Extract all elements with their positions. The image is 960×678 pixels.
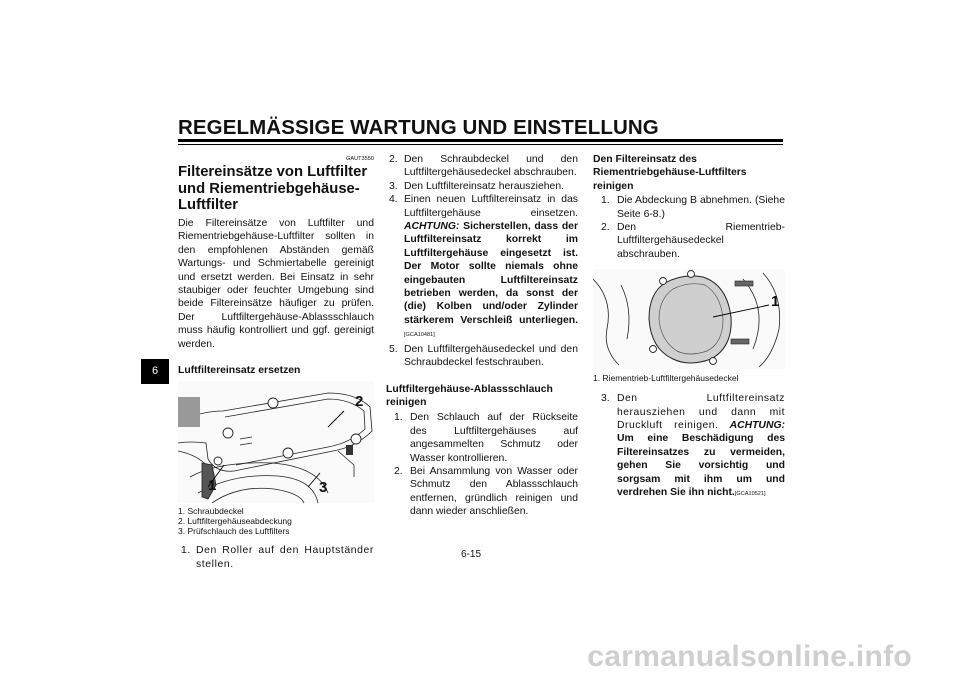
column-3 — [593, 153, 785, 502]
header-rule-thin — [178, 144, 783, 145]
list-item: 1. Die Abdeckung B abnehmen. (Siehe Seite 6-8.) — [601, 195, 785, 220]
figure-caption-belt: 1. Riementrieb-Luftfiltergehäusedeckel — [593, 373, 739, 384]
drain-steps — [386, 411, 578, 518]
figure-label-3: 3 — [319, 479, 328, 497]
caution-code: [GCA10521] — [734, 491, 766, 498]
figure-label-2: 2 — [355, 393, 364, 411]
steps-col3 — [593, 194, 785, 261]
intro-paragraph: Die Filtereinsätze von Luftfilter und Riementriebgehäuse-Luftfilter sollten in den empfohlenen Abständen gemäß Wartungs- und Schmiertabelle gereinigt und ersetzt werden. Bei Einsatz in sehr staubiger oder feuchter Umgebung sind beide Filtereinsätze häufiger zu prüfen. Der Luftfiltergehäuse-Ablassschlauch muss häufig kontrolliert und ggf. gereinigt werden. — [178, 217, 374, 350]
list-item: 5. Den Luftfiltergehäusedeckel und den Schraubdeckel festschrauben. — [389, 343, 578, 369]
subheading-drain-hose: Luftfiltergehäuse-Ablassschlauch reinigen — [386, 383, 553, 408]
caption-1: 1. Schraubdeckel — [178, 506, 244, 517]
watermark: carmanualsonline.info — [587, 640, 912, 673]
list-item: 2. Bei Ansammlung von Wasser oder Schmutz den Ablassschlauch entfernen, gründlich reinigen und dann wieder anschließen. — [394, 465, 578, 518]
column-2 — [386, 153, 578, 519]
steps-col2 — [386, 153, 578, 370]
caption-3: 3. Prüfschlauch des Luftfilters — [178, 526, 290, 537]
column-1 — [178, 153, 374, 571]
section-title: Filtereinsätze von Luftfilter und Riementriebgehäuse-Luftfilter — [178, 164, 368, 214]
caution-label: ACHTUNG: — [729, 420, 785, 432]
belt-filter-illustration — [593, 269, 785, 369]
caution-text: Um eine Beschädigung des Filtereinsatzes zu vermeiden, gehen Sie vorsichtig und sorgsam mit ihm um und verdrehen Sie ihn nicht. — [617, 433, 785, 499]
figure-air-filter — [178, 381, 374, 503]
figure-label-belt: 1 — [771, 293, 780, 311]
list-item: 2. Den Schraubdeckel und den Luftfiltergehäusedeckel abschrauben. — [389, 154, 578, 179]
list-item: 4. Einen neuen Luftfiltereinsatz in das Luftfiltergehäuse einsetzen. ACHTUNG: Sicherstellen, dass der Luftfiltereinsatz korrekt im Luftfiltergehäuse eingesetzt ist. Der Motor sollte niemals ohne eingebauten Luftfiltereinsatz betrieben werden, da sonst der (die) Kolben und/oder Zylinder stärkerem Verschleiß unterliegen.[GCA10481] — [389, 194, 578, 339]
chapter-tab: 6 — [141, 359, 169, 384]
header-rule-thick — [178, 139, 783, 142]
list-item: 1. Den Roller auf den Hauptständer stellen. — [181, 545, 374, 570]
figure-captions — [178, 506, 374, 536]
page-header: REGELMÄSSIGE WARTUNG UND EINSTELLUNG — [178, 116, 659, 139]
list-item: 1. Den Schlauch auf der Rückseite des Luftfiltergehäuses auf angesammelten Schmutz oder Wasser kontrollieren. — [394, 412, 578, 464]
caution-text: Sicherstellen, dass der Luftfiltereinsatz korrekt im Luftfiltergehäuse eingesetzt ist. Der Motor sollte niemals ohne eingebauten Luftfiltereinsatz betrieben werden, da sonst der (die) Kolben und/oder Zylinder stärkerem Verschleiß unterliegen. — [404, 221, 578, 326]
page-number: 6-15 — [461, 549, 482, 560]
list-item: 3. Den Luftfiltereinsatz herausziehen. — [389, 180, 564, 192]
caption-2: 2. Luftfiltergehäuseabdeckung — [178, 516, 292, 527]
figure-belt-filter — [593, 269, 785, 369]
steps-col1 — [178, 544, 374, 571]
figure-label-1: 1 — [208, 477, 217, 495]
list-item: 2. Den Riementrieb-Luftfiltergehäusedeckel abschrauben. — [601, 222, 785, 260]
section-code: GAUT3550 — [346, 156, 374, 162]
caution-label: ACHTUNG: — [404, 221, 460, 233]
subheading-belt-filter: Den Filtereinsatz des Riementriebgehäuse-Luftfilters reinigen — [593, 154, 747, 192]
steps-col3-b — [593, 392, 785, 501]
list-item: 3. Den Luftfiltereinsatz herausziehen und dann mit Druckluft reinigen. ACHTUNG: Um eine Beschädigung des Filtereinsatzes zu vermeiden, gehen Sie vorsichtig und sorgsam mit ihm um und verdrehen Sie ihn nicht.[GCA10521] — [601, 393, 785, 499]
subheading-replace-filter: Luftfiltereinsatz ersetzen — [178, 364, 301, 376]
caution-code: [GCA10481] — [404, 332, 435, 339]
